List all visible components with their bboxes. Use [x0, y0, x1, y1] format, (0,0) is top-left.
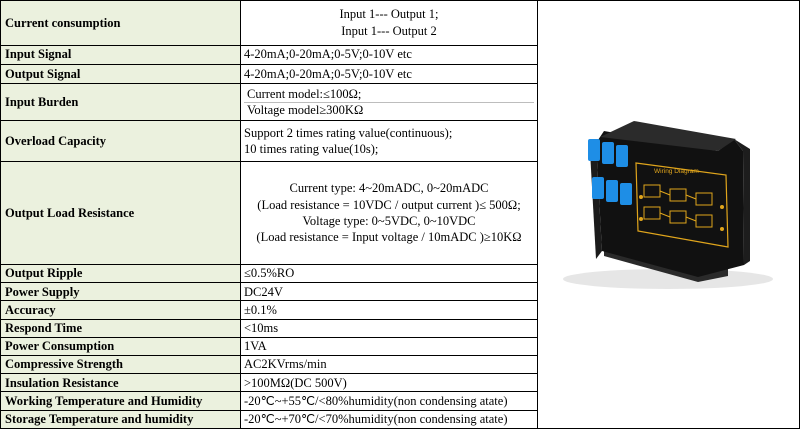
spec-value: 1VA: [241, 337, 538, 355]
spec-label: Input Signal: [1, 45, 241, 64]
spec-value-line: Current model:≤100Ω;: [247, 87, 362, 102]
spec-value-line: Support 2 times rating value(continuous);: [244, 125, 453, 140]
spec-label: Accuracy: [1, 301, 241, 319]
spec-label: Input Burden: [1, 83, 241, 120]
spec-value-line: Voltage type: 0~5VDC, 0~10VDC: [302, 213, 476, 228]
spec-label: Power Supply: [1, 283, 241, 301]
spec-value-line: (Load resistance = Input voltage / 10mADC )≥10KΩ: [256, 230, 522, 245]
spec-label: Output Ripple: [1, 265, 241, 283]
diagram-terminal-dot: [720, 227, 724, 231]
spec-row-overload-capacity: [1, 121, 538, 161]
spec-label: Power Consumption: [1, 337, 241, 355]
spec-value-line: Voltage model≥300KΩ: [244, 102, 534, 117]
spec-label: Respond Time: [1, 319, 241, 337]
spec-row-input-signal: [1, 45, 538, 64]
spec-row-power-supply: [1, 283, 538, 301]
spec-value: 4-20mA;0-20mA;0-5V;0-10V etc: [241, 64, 538, 83]
terminal-screw: [616, 145, 628, 167]
spec-value: [241, 121, 538, 161]
spec-value: ±0.1%: [241, 301, 538, 319]
spec-value-line: Input 1--- Output 1;: [339, 7, 439, 22]
spec-row-compressive-strength: [1, 356, 538, 374]
spec-row-input-burden: [1, 83, 538, 120]
spec-value: ≤0.5%RO: [241, 265, 538, 283]
spec-row-output-signal: [1, 64, 538, 83]
spec-value: [241, 161, 538, 264]
spec-row-power-consumption: [1, 337, 538, 355]
spec-value-line: 10 times rating value(10s);: [244, 142, 379, 157]
terminal-screw: [606, 180, 618, 202]
spec-row-accuracy: [1, 301, 538, 319]
terminal-screw: [620, 183, 632, 205]
spec-row-insulation-resistance: [1, 374, 538, 392]
spec-value-line: Input 1--- Output 2: [341, 23, 437, 38]
signal-isolator-illustration: [538, 1, 800, 429]
spec-label: Output Load Resistance: [1, 161, 241, 264]
diagram-title: Wiring Diagram: [654, 168, 699, 175]
terminal-screw: [588, 139, 600, 161]
spec-value: [241, 83, 538, 120]
spec-row-working-temperature: [1, 392, 538, 410]
spec-value: >100MΩ(DC 500V): [241, 374, 538, 392]
spec-value: DC24V: [241, 283, 538, 301]
spec-value: <10ms: [241, 319, 538, 337]
spec-value: 4-20mA;0-20mA;0-5V;0-10V etc: [241, 45, 538, 64]
spec-label: Output Signal: [1, 64, 241, 83]
spec-value: -20℃~+70℃/<70%humidity(non condensing atate): [241, 410, 538, 428]
diagram-terminal-dot: [720, 205, 724, 209]
spec-label: Storage Temperature and humidity: [1, 410, 241, 428]
spec-value: AC2KVrms/min: [241, 356, 538, 374]
spec-value-line: Current type: 4~20mADC, 0~20mADC: [289, 181, 489, 196]
spec-label: Working Temperature and Humidity: [1, 392, 241, 410]
spec-row-respond-time: [1, 319, 538, 337]
spec-row-current-consumption: [1, 1, 538, 46]
spec-row-output-ripple: [1, 265, 538, 283]
spec-label: Overload Capacity: [1, 121, 241, 161]
spec-label: Compressive Strength: [1, 356, 241, 374]
terminal-screw: [602, 142, 614, 164]
spec-row-storage-temperature: [1, 410, 538, 428]
product-photo: [538, 0, 800, 429]
spec-value: -20℃~+55℃/<80%humidity(non condensing atate): [241, 392, 538, 410]
diagram-terminal-dot: [639, 217, 643, 221]
spec-value: [241, 1, 538, 46]
terminal-screw: [592, 177, 604, 199]
spec-row-output-load-resistance: [1, 161, 538, 264]
spec-label: Insulation Resistance: [1, 374, 241, 392]
spec-value-line: (Load resistance = 10VDC / output current )≤ 500Ω;: [257, 197, 521, 212]
spec-label: Current consumption: [1, 1, 241, 46]
diagram-terminal-dot: [639, 195, 643, 199]
